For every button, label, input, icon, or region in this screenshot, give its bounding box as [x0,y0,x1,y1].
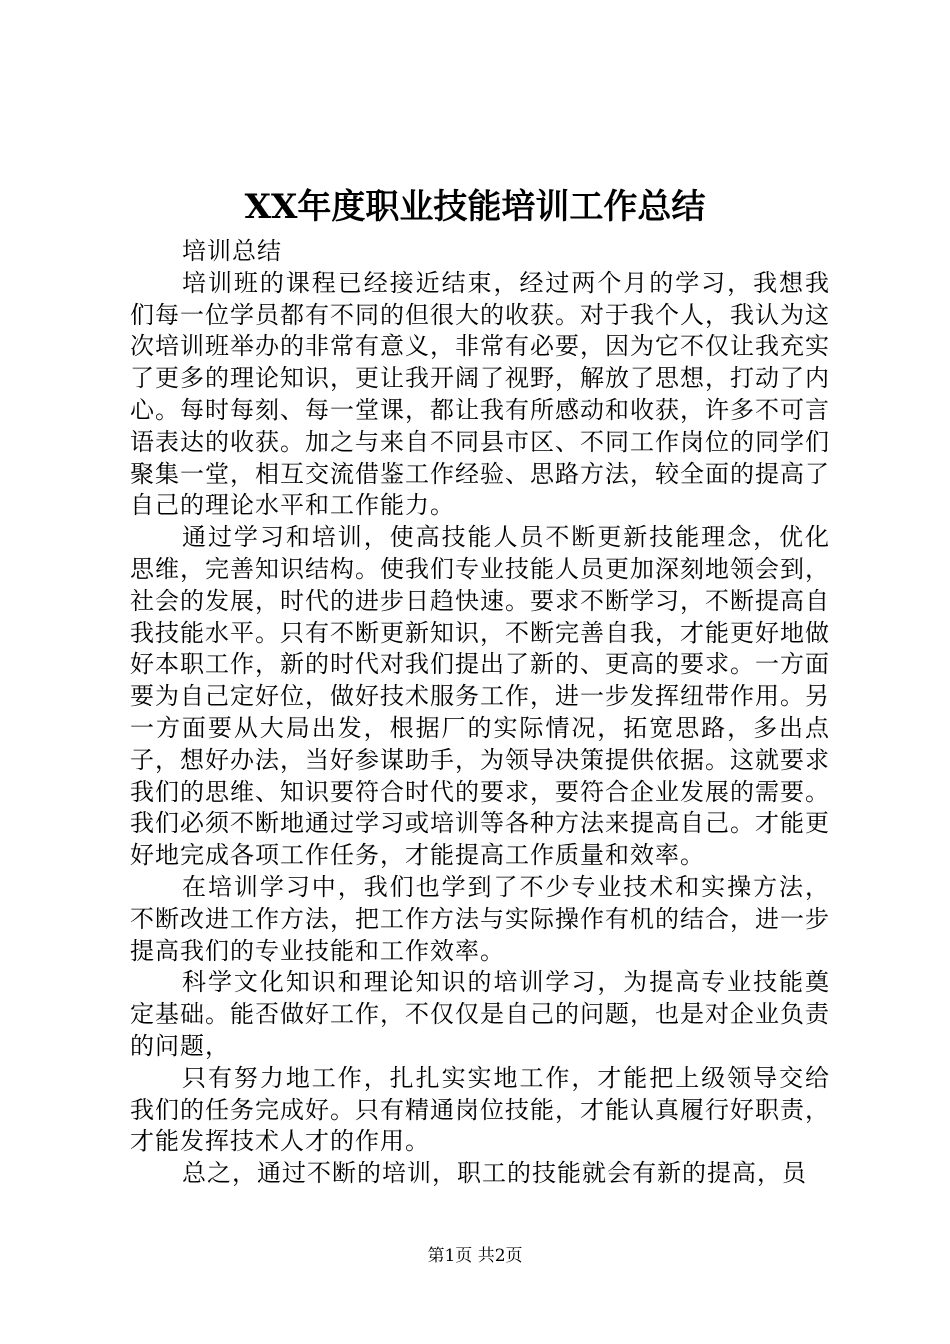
paragraph: 通过学习和培训，使高技能人员不断更新技能理念，优化思维，完善知识结构。使我们专业技能人员更加深刻地领会到，社会的发展，时代的进步日趋快速。要求不断学习，不断提高自我技能水平。只有不断更新知识，不断完善自我，才能更好地做好本职工作，新的时代对我们提出了新的、更高的要求。一方面要为自己定好位，做好技术服务工作，进一步发挥纽带作用。另一方面要从大局出发，根据厂的实际情况，拓宽思路，多出点子，想好办法，当好参谋助手，为领导决策提供依据。这就要求我们的思维、知识要符合时代的要求，要符合企业发展的需要。我们必须不断地通过学习或培训等各种方法来提高自己。才能更好地完成各项工作任务，才能提高工作质量和效率。 [130,523,830,870]
paragraph: 在培训学习中，我们也学到了不少专业技术和实操方法，不断改进工作方法，把工作方法与实际操作有机的结合，进一步提高我们的专业技能和工作效率。 [130,872,830,965]
paragraph: 只有努力地工作，扎扎实实地工作，才能把上级领导交给我们的任务完成好。只有精通岗位技能，才能认真履行好职责，才能发挥技术人才的作用。 [130,1063,830,1156]
paragraph: 科学文化知识和理论知识的培训学习，为提高专业技能奠定基础。能否做好工作，不仅仅是自己的问题，也是对企业负责的问题， [130,968,830,1060]
paragraph: 总之，通过不断的培训，职工的技能就会有新的提高，员 [182,1159,807,1188]
paragraph-heading: 培训总结 [182,237,282,265]
document-title: XX年度职业技能培训工作总结 [244,187,706,227]
paragraph: 培训班的课程已经接近结束，经过两个月的学习，我想我们每一位学员都有不同的但很大的收获。对于我个人，我认为这次培训班举办的非常有意义，非常有必要，因为它不仅让我充实了更多的理论知识，更让我开阔了视野，解放了思想，打动了内心。每时每刻、每一堂课，都让我有所感动和收获，许多不可言语表达的收获。加之与来自不同县市区、不同工作岗位的同学们聚集一堂，相互交流借鉴工作经验、思路方法，较全面的提高了自己的理论水平和工作能力。 [130,268,830,520]
page-number-footer: 第1页 共2页 [427,1246,523,1266]
document-body [130,236,830,1190]
